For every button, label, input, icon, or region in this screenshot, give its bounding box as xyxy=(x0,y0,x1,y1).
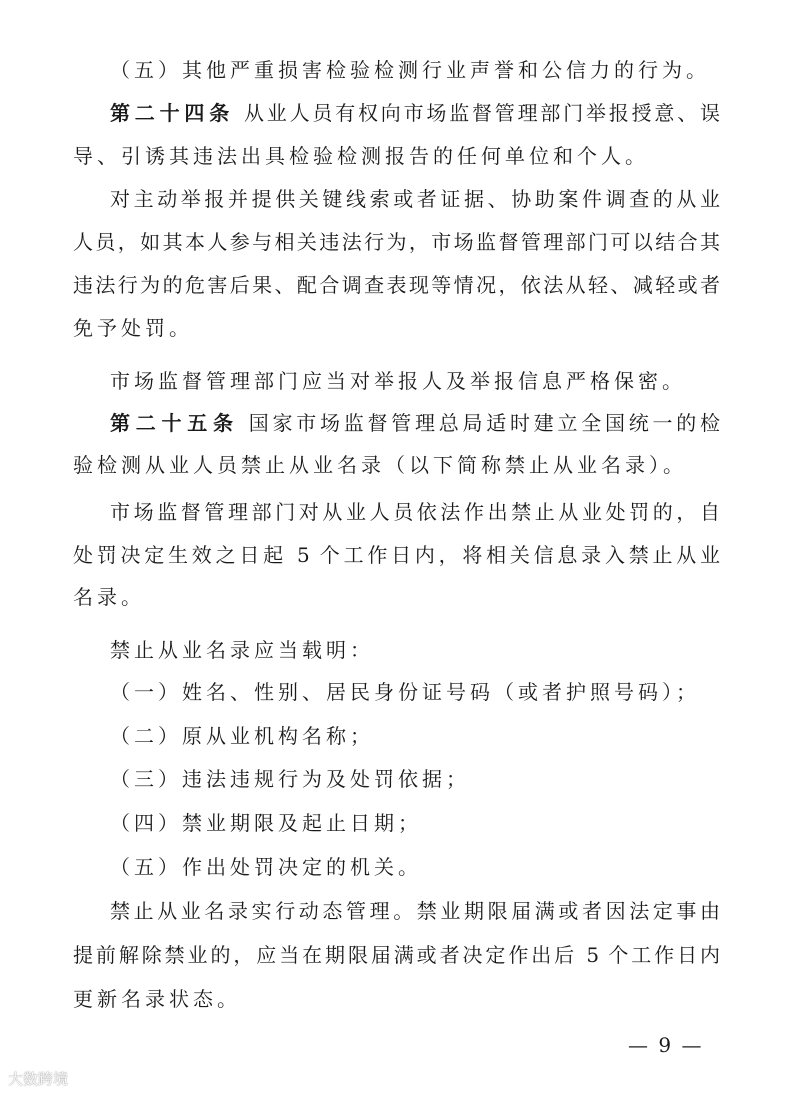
line-text: （三）违法违规行为及处罚依据； xyxy=(110,767,470,791)
text-line xyxy=(110,98,720,128)
line-text: （二）原从业机构名称； xyxy=(110,724,374,748)
article-heading: 第二十四条 xyxy=(110,101,234,125)
line-text: 禁止从业名录实行动态管理。禁业期限届满或者因法定事由 xyxy=(110,899,720,923)
line-text: 验检测从业人员禁止从业名录（以下简称禁止从业名录）。 xyxy=(73,453,687,477)
text-line xyxy=(110,808,720,838)
text-line xyxy=(110,408,720,438)
line-text: 更新名录状态。 xyxy=(73,987,241,1011)
page-number: — 9 — xyxy=(628,1033,704,1057)
line-text: 从业人员有权向市场监督管理部门举报授意、误 xyxy=(244,101,720,125)
text-line xyxy=(73,141,720,171)
line-text: （四）禁业期限及起止日期； xyxy=(110,811,422,835)
text-line xyxy=(73,582,720,612)
text-line xyxy=(110,497,720,527)
line-text: 对主动举报并提供关键线索或者证据、协助案件调查的从业 xyxy=(110,187,720,211)
text-line xyxy=(73,940,720,970)
line-text: 市场监督管理部门对从业人员依法作出禁止从业处罚的，自 xyxy=(110,500,720,524)
text-line xyxy=(73,313,720,343)
line-text: 违法行为的危害后果、配合调查表现等情况，依法从轻、减轻或者 xyxy=(73,273,720,297)
text-line xyxy=(110,896,720,926)
watermark-logo: 大数跨境 xyxy=(8,1070,69,1088)
text-line xyxy=(110,852,720,882)
text-line xyxy=(110,764,720,794)
text-line xyxy=(110,677,720,707)
line-text: 提前解除禁业的，应当在期限届满或者决定作出后 5 个工作日内 xyxy=(73,943,720,967)
line-text: 市场监督管理部门应当对举报人及举报信息严格保密。 xyxy=(110,369,686,393)
line-text: 禁止从业名录应当载明： xyxy=(110,638,374,662)
line-text: 处罚决定生效之日起 5 个工作日内，将相关信息录入禁止从业 xyxy=(73,543,720,567)
text-line xyxy=(73,450,720,480)
text-line xyxy=(110,184,720,214)
line-text: 国家市场监督管理总局适时建立全国统一的检 xyxy=(248,411,720,435)
text-line xyxy=(110,55,720,85)
text-line xyxy=(73,540,720,570)
line-text: （五）作出处罚决定的机关。 xyxy=(110,855,422,879)
text-line xyxy=(73,227,720,257)
text-line xyxy=(110,366,720,396)
line-text: （一）姓名、性别、居民身份证号码（或者护照号码）； xyxy=(110,680,700,704)
article-heading: 第二十五条 xyxy=(110,411,239,435)
line-text: 导、引诱其违法出具检验检测报告的任何单位和个人。 xyxy=(73,144,649,168)
line-text: 免予处罚。 xyxy=(73,316,193,340)
line-text: 人员，如其本人参与相关违法行为，市场监督管理部门可以结合其 xyxy=(73,230,720,254)
text-line xyxy=(110,635,720,665)
line-text: 名录。 xyxy=(73,585,145,609)
text-line xyxy=(73,270,720,300)
text-line xyxy=(110,721,720,751)
line-text: （五）其他严重损害检验检测行业声誉和公信力的行为。 xyxy=(110,58,710,82)
text-line xyxy=(73,984,720,1014)
